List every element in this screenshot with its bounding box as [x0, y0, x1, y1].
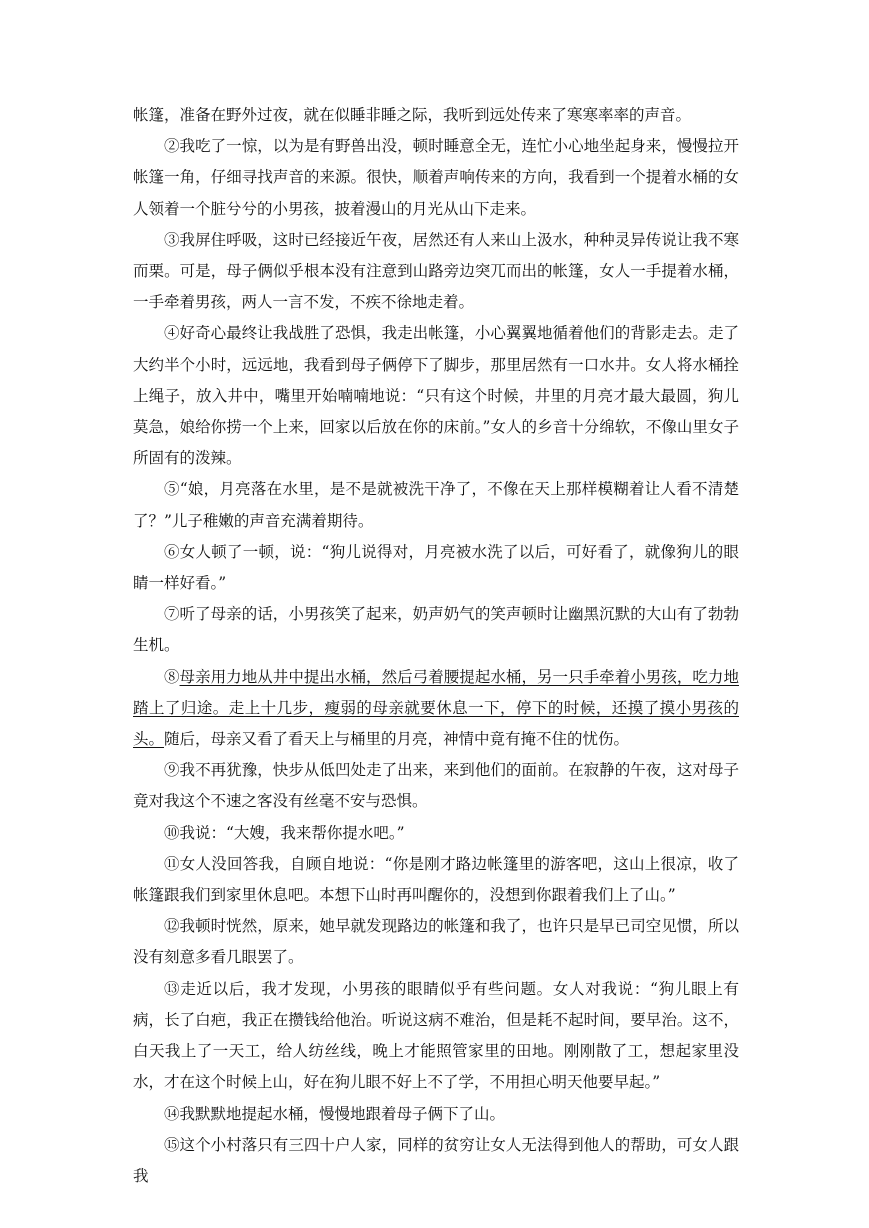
paragraph-1: 帐篷，准备在野外过夜，就在似睡非睡之际，我听到远处传来了寒寒率率的声音。 [133, 106, 692, 124]
paragraph-10: ⑩我说：“大嫂，我来帮你提水吧。” [164, 823, 405, 842]
paragraph-8 [133, 662, 739, 756]
paragraph-2: ②我吃了一惊，以为是有野兽出没，顿时睡意全无，连忙小心地坐起身来，慢慢拉开帐篷一角，仔细寻找声音的来源。很快，顺着声响传来的方向，我看到一个提着水桶的女人领着一个脏兮兮的小男孩，披着漫山的月光从山下走来。 [133, 137, 739, 218]
document-page [133, 100, 739, 1192]
paragraph-15: ⑮这个小村落只有三四十户人家，同样的贫穷让女人无法得到他人的帮助，可女人跟我 [133, 1135, 739, 1185]
paragraph-8-rest: 随后，母亲又看了看天上与桶里的月亮，神情中竟有掩不住的忧伤。 [164, 730, 630, 749]
paragraph-14: ⑭我默默地提起水桶，慢慢地跟着母子俩下了山。 [164, 1104, 506, 1123]
paragraph-7: ⑦听了母亲的话，小男孩笑了起来，奶声奶气的笑声顿时让幽黑沉默的大山有了勃勃生机。 [133, 605, 739, 655]
paragraph-11: ⑪女人没回答我，自顾自地说：“你是刚才路边帐篷里的游客吧，这山上很凉，收了帐篷跟我们到家里休息吧。本想下山时再叫醒你的，没想到你跟着我们上了山。” [133, 854, 739, 905]
paragraph-3: ③我屏住呼吸，这时已经接近午夜，居然还有人来山上汲水，种种灵异传说让我不寒而栗。可是，母子俩似乎根本没有注意到山路旁边突兀而出的帐篷，女人一手提着水桶，一手牵着男孩，两人一言不发，不疾不徐地走着。 [133, 230, 739, 312]
paragraph-4: ④好奇心最终让我战胜了恐惧，我走出帐篷，小心翼翼地循着他们的背影走去。走了大约半个小时，远远地，我看到母子俩停下了脚步，那里居然有一口水井。女人将水桶拴上绳子，放入井中，嘴里开始喃喃地说：“只有这个时候，井里的月亮才最大最圆，狗儿莫急，娘给你捞一个上来，回家以后放在你的床前。”女人的乡音十分绵软，不像山里女子所固有的泼辣。 [133, 324, 739, 468]
underlined-passage: 母亲用力地从井中提出水桶，然后弓着腰提起水桶，另一只手牵着小男孩，吃力地踏上了归途。走上十几步，瘦弱的母亲就要休息一下，停下的时候，还摸了摸小男孩的头。 [133, 667, 739, 749]
paragraph-5: ⑤“娘，月亮落在水里，是不是就被洗干净了，不像在天上那样模糊着让人看不清楚了？”儿子稚嫩的声音充满着期待。 [133, 480, 739, 530]
paragraph-8-number: ⑧ [164, 667, 180, 686]
paragraph-13: ⑬走近以后，我才发现，小男孩的眼睛似乎有些问题。女人对我说：“狗儿眼上有病，长了白疤，我正在攒钱给他治。听说这病不难治，但是耗不起时间，要早治。这不，白天我上了一天工，给人纺丝线，晚上才能照管家里的田地。刚刚散了工，想起家里没水，才在这个时候上山，好在狗儿眼不好上不了学，不用担心明天他要早起。” [133, 979, 739, 1092]
paragraph-9: ⑨我不再犹豫，快步从低凹处走了出来，来到他们的面前。在寂静的午夜，这对母子竟对我这个不速之客没有丝毫不安与恐惧。 [133, 761, 739, 811]
paragraph-6: ⑥女人顿了一顿，说：“狗儿说得对，月亮被水洗了以后，可好看了，就像狗儿的眼睛一样好看。” [133, 542, 739, 593]
paragraph-12: ⑫我顿时恍然，原来，她早就发现路边的帐篷和我了，也许只是早已司空见惯，所以没有刻意多看几眼罢了。 [133, 917, 739, 967]
